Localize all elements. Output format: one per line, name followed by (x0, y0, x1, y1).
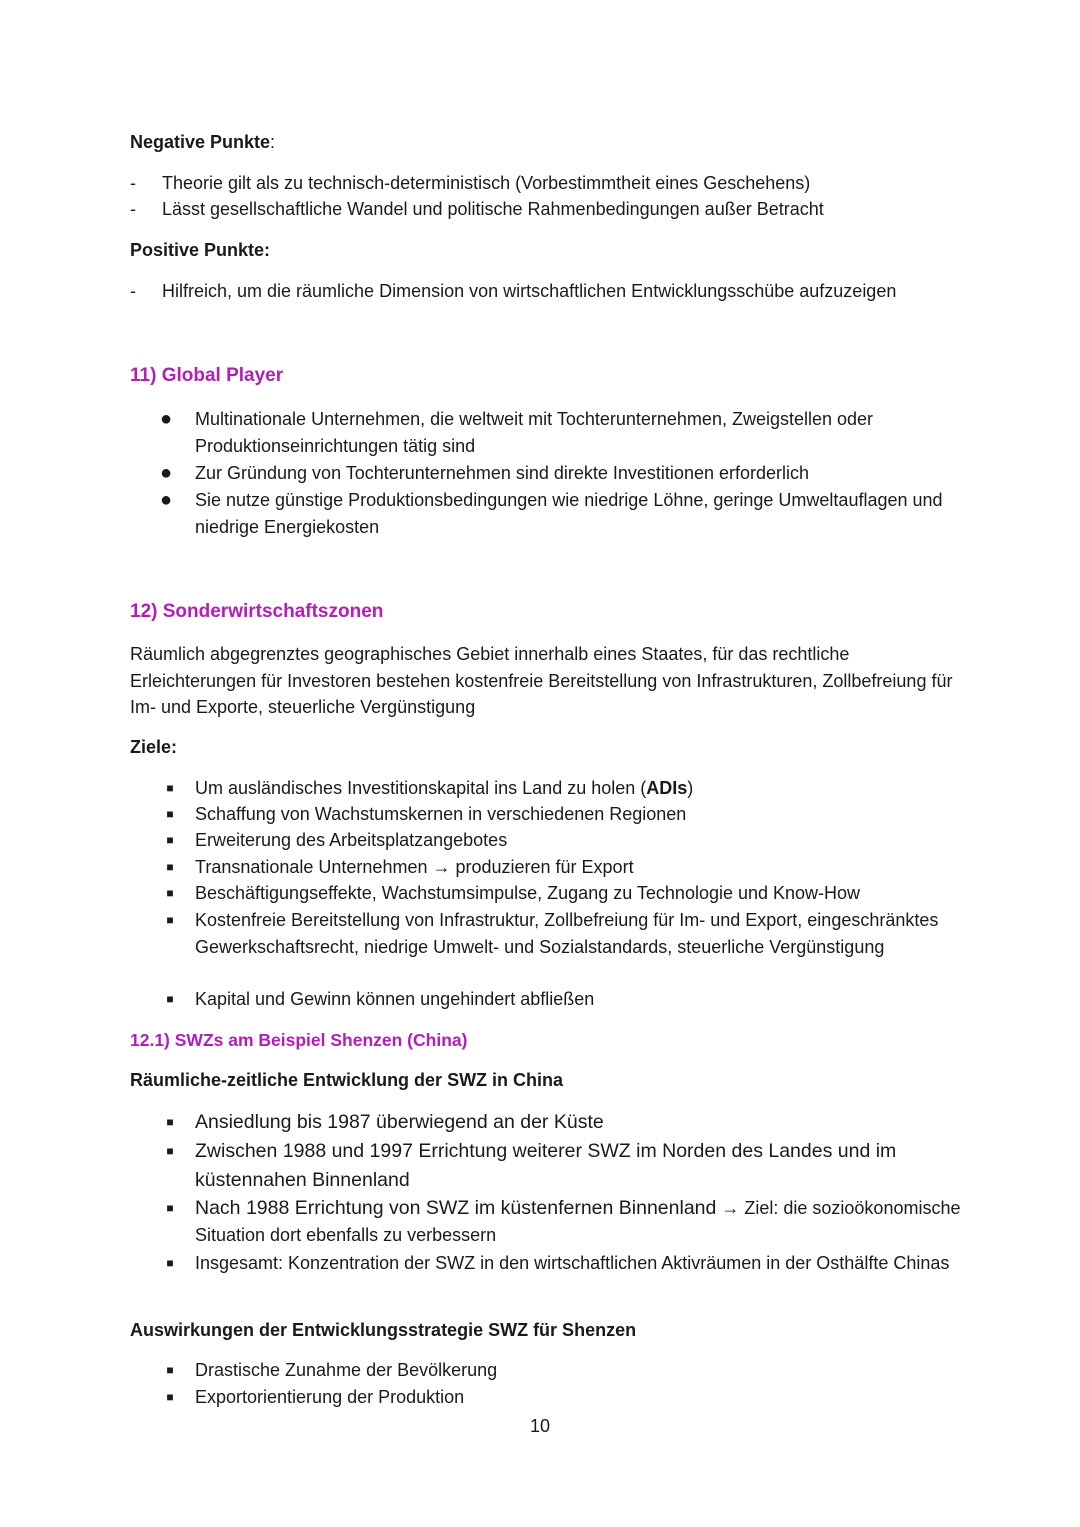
swz-definition: Räumlich abgegrenztes geographisches Gebiet innerhalb eines Staates, für das rechtliche Erleichterungen für Investoren bestehen kostenfreie Bereitstellung von Infrastrukturen, Zollbefreiung für Im- und Exporte, steuerliche Vergünstigung (130, 644, 953, 717)
list-item: ■ Zwischen 1988 und 1997 Errichtung weiterer SWZ im Norden des Landes und im küstennahen Binnenland (166, 1140, 897, 1191)
list-item: ■ Beschäftigungseffekte, Wachstumsimpulse, Zugang zu Technologie und Know-How (166, 883, 861, 903)
effects-heading: Auswirkungen der Entwicklungsstrategie SWZ für Shenzen (130, 1320, 637, 1340)
list-item: ■ Erweiterung des Arbeitsplatzangebotes (166, 830, 508, 850)
list-item: ■ Transnationale Unternehmen → produzieren für Export (166, 857, 634, 877)
list-item: ■ Schaffung von Wachstumskernen in verschiedenen Regionen (166, 804, 687, 824)
negative-heading: Negative Punkte: (130, 132, 276, 152)
list-item: ■ Kostenfreie Bereitstellung von Infrastruktur, Zollbefreiung für Im- und Export, eingeschränktes Gewerkschaftsrecht, niedrige Umwelt- und Sozialstandards, steuerliche Vergünstigung (166, 910, 939, 957)
list-item: ■ Ansiedlung bis 1987 überwiegend an der Küste (166, 1111, 604, 1133)
list-item: ● Multinationale Unternehmen, die weltweit mit Tochterunternehmen, Zweigstellen oder Produktionseinrichtungen tätig sind (159, 408, 874, 456)
list-item: ■ Nach 1988 Errichtung von SWZ im küstenfernen Binnenland → Ziel: die sozioökonomische Situation dort ebenfalls zu verbessern (166, 1197, 961, 1245)
list-item: ● Zur Gründung von Tochterunternehmen sind direkte Investitionen erforderlich (159, 462, 810, 484)
list-item: ■ Um ausländisches Investitionskapital ins Land zu holen (ADIs) (166, 778, 694, 798)
section-heading-global-player: 11) Global Player (130, 365, 284, 386)
goals-heading: Ziele: (130, 737, 178, 757)
list-item: - Theorie gilt als zu technisch-deterministisch (Vorbestimmtheit eines Geschehens) (130, 173, 811, 193)
positive-heading: Positive Punkte: (130, 240, 271, 260)
section-heading-swz: 12) Sonderwirtschaftszonen (130, 601, 384, 622)
list-item: ■ Exportorientierung der Produktion (166, 1387, 465, 1407)
section-heading-shenzen: 12.1) SWZs am Beispiel Shenzen (China) (130, 1030, 468, 1050)
development-heading: Räumliche-zeitliche Entwicklung der SWZ in China (130, 1070, 564, 1090)
list-item: ■ Kapital und Gewinn können ungehindert abfließen (166, 989, 595, 1009)
list-item: ■ Drastische Zunahme der Bevölkerung (166, 1360, 498, 1380)
list-item: ● Sie nutze günstige Produktionsbedingungen wie niedrige Löhne, geringe Umweltauflagen und niedrige Energiekosten (159, 489, 943, 537)
list-item: ■ Insgesamt: Konzentration der SWZ in den wirtschaftlichen Aktivräumen in der Osthälfte Chinas (166, 1253, 950, 1273)
list-item: - Lässt gesellschaftliche Wandel und politische Rahmenbedingungen außer Betracht (130, 199, 824, 219)
list-item: - Hilfreich, um die räumliche Dimension von wirtschaftlichen Entwicklungsschübe aufzuzeigen (130, 281, 897, 301)
page-number: 10 (529, 1416, 551, 1436)
